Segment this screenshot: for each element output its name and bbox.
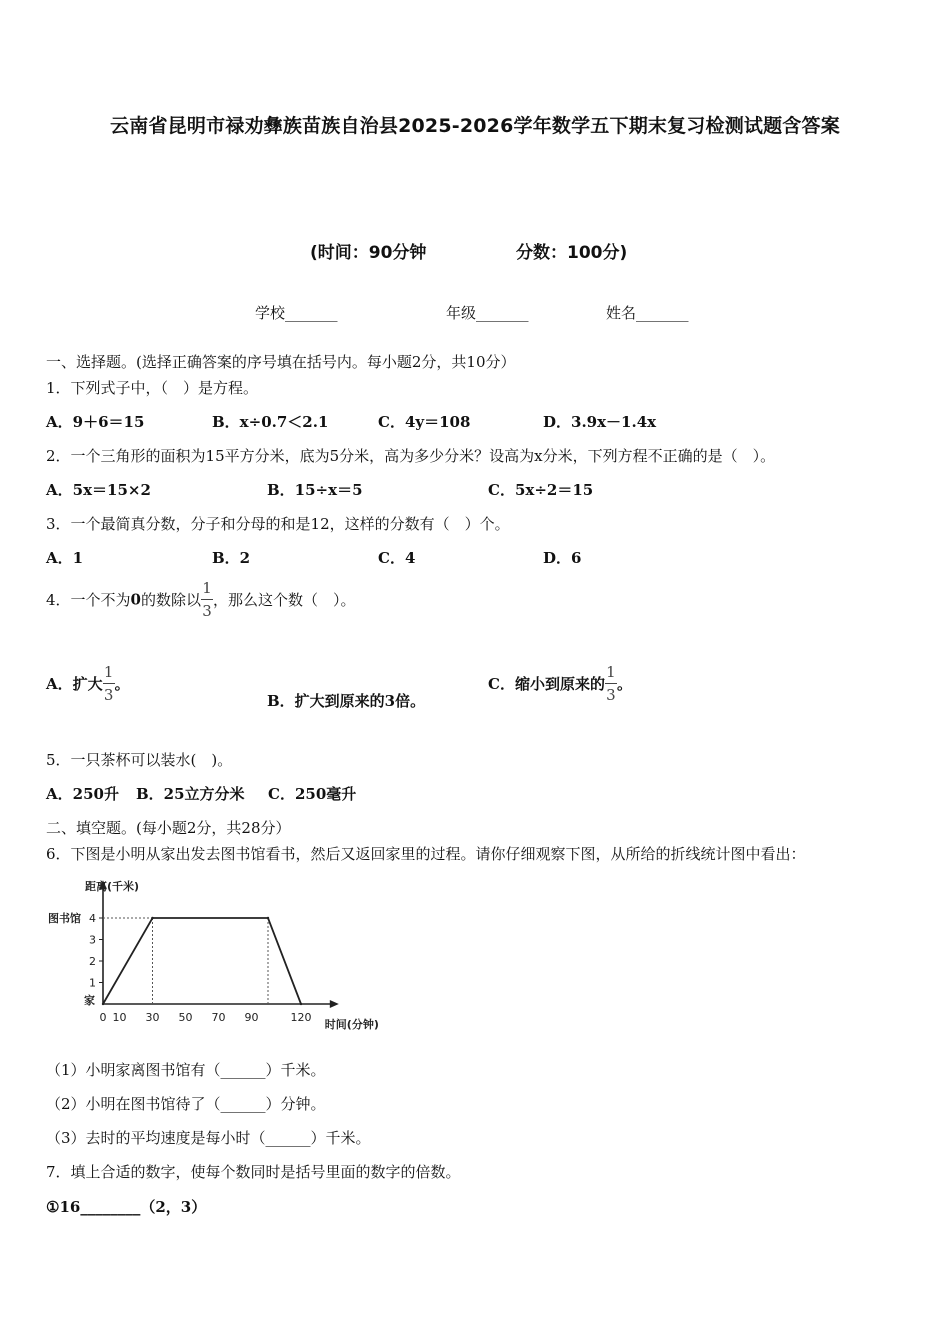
q4-option-a-fraction: $\frac{1}{3}$ bbox=[103, 663, 114, 704]
q3-option-d: D．6 bbox=[543, 549, 582, 567]
y-tick-label: 2 bbox=[89, 955, 96, 968]
q2-stem: 2．一个三角形的面积为15平方分米，底为5分米，高为多少分米？设高为x分米，下列方程不正确的是（ ）。 bbox=[46, 447, 776, 465]
q3-stem: 3．一个最简真分数，分子和分母的和是12，这样的分数有（ ）个。 bbox=[46, 515, 510, 533]
q3-option-c: C．4 bbox=[378, 549, 416, 567]
x-tick-label: 0 bbox=[99, 1011, 107, 1024]
section2-header: 二、填空题。(每小题2分，共28分） bbox=[46, 819, 291, 837]
q6-stem: 6．下图是小明从家出发去图书馆看书，然后又返回家里的过程。请你仔细观察下图，从所给的折线统计图中看出： bbox=[46, 845, 806, 863]
q5-option-b: B．25立方分米 bbox=[136, 785, 245, 803]
distance-series-line bbox=[103, 918, 301, 1004]
q4-option-a: A．扩大 $\frac{1}{3}$ 。 bbox=[46, 663, 130, 704]
q2-option-a: A．5x＝15×2 bbox=[46, 481, 151, 499]
q1-option-a: A．9＋6＝15 bbox=[46, 413, 145, 431]
data-point bbox=[267, 917, 269, 919]
section1-header: 一、选择题。(选择正确答案的序号填在括号内。每小题2分，共10分） bbox=[46, 353, 516, 371]
grade-field: 年级_______ bbox=[446, 304, 529, 322]
name-field: 姓名_______ bbox=[606, 304, 689, 322]
q4-option-c: C．缩小到原来的 $\frac{1}{3}$ 。 bbox=[488, 663, 632, 704]
q5-option-a: A．250升 bbox=[46, 785, 119, 803]
origin-label: 家 bbox=[84, 994, 95, 1007]
x-axis-label: 时间(分钟) bbox=[324, 1018, 379, 1031]
q4-option-c-fraction: $\frac{1}{3}$ bbox=[606, 663, 616, 704]
x-axis-arrow bbox=[330, 1000, 339, 1008]
school-field: 学校_______ bbox=[255, 304, 338, 322]
y-tick-label: 3 bbox=[89, 933, 96, 947]
data-point bbox=[102, 1003, 104, 1005]
q4-stem: 4．一个不为0的数除以 $\frac{1}{3}$ ，那么这个数（ ）。 bbox=[46, 579, 356, 620]
q1-option-c: C．4y＝108 bbox=[378, 413, 471, 431]
x-tick-label: 10 bbox=[112, 1011, 127, 1024]
q7-item1: ①16________（2，3） bbox=[46, 1198, 207, 1216]
data-point bbox=[300, 1003, 302, 1005]
exam-score: 分数：100分) bbox=[516, 243, 628, 263]
distance-time-chart bbox=[46, 872, 386, 1037]
q4-option-b: B．扩大到原来的3倍。 bbox=[267, 692, 426, 710]
q1-stem: 1．下列式子中，（ ）是方程。 bbox=[46, 379, 259, 397]
q5-option-c: C．250毫升 bbox=[268, 785, 357, 803]
q7-stem: 7．填上合适的数字，使每个数同时是括号里面的数字的倍数。 bbox=[46, 1163, 461, 1181]
q5-stem: 5．一只茶杯可以装水( )。 bbox=[46, 751, 233, 769]
q3-option-b: B．2 bbox=[212, 549, 251, 567]
q6-sub3: （3）去时的平均速度是每小时（______）千米。 bbox=[46, 1129, 371, 1147]
x-tick-label: 90 bbox=[244, 1011, 259, 1024]
q2-option-c: C．5x÷2＝15 bbox=[488, 481, 594, 499]
q2-option-b: B．15÷x＝5 bbox=[267, 481, 363, 499]
x-tick-label: 70 bbox=[211, 1011, 226, 1024]
q3-option-a: A．1 bbox=[46, 549, 84, 567]
page-title: 云南省昆明市禄劝彝族苗族自治县2025-2026学年数学五下期末复习检测试题含答案 bbox=[110, 115, 840, 137]
y-tick-label: 4 bbox=[89, 912, 96, 925]
x-tick-label: 30 bbox=[145, 1011, 160, 1024]
y-tick-label: 1 bbox=[89, 976, 96, 990]
q1-option-d: D．3.9x－1.4x bbox=[543, 413, 657, 431]
data-point bbox=[151, 917, 153, 919]
q1-option-b: B．x÷0.7＜2.1 bbox=[212, 413, 329, 431]
x-tick-label: 50 bbox=[178, 1011, 193, 1024]
q4-stem-fraction: $\frac{1}{3}$ bbox=[202, 579, 212, 620]
exam-time: (时间：90分钟 bbox=[310, 243, 427, 263]
y-axis-label: 距离(千米) bbox=[85, 880, 140, 893]
q6-sub2: （2）小明在图书馆待了（______）分钟。 bbox=[46, 1095, 326, 1113]
y-top-category-label: 图书馆 bbox=[48, 912, 81, 925]
x-tick-label: 120 bbox=[290, 1011, 312, 1024]
q6-sub1: （1）小明家离图书馆有（______）千米。 bbox=[46, 1061, 326, 1079]
